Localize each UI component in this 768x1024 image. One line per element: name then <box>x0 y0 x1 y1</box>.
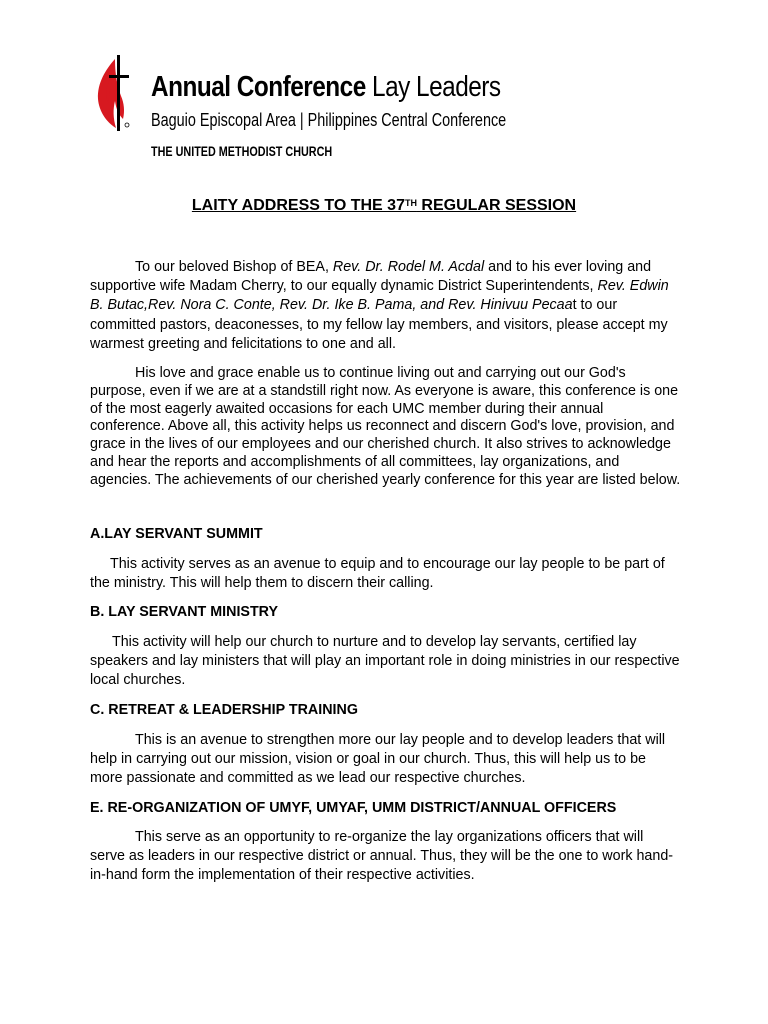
document-title <box>0 196 768 216</box>
title-superscript: TH <box>404 198 417 208</box>
cross-and-flame-icon <box>94 51 136 131</box>
section-heading: E. RE-ORGANIZATION OF UMYF, UMYAF, UMM DISTRICT/ANNUAL OFFICERS <box>90 800 617 816</box>
section-body-text: This serve as an opportunity to re-organize the lay organizations officers that will serve as leaders in our respective district or annual. Thus, they will be the one to work hand-in-hand form the implementation of their respective activities. <box>90 829 674 884</box>
section-body-text: This is an avenue to strengthen more our lay people and to develop leaders that will help in carrying out our mission, vision or goal in our church. Thus, this will help us to be more passionate and committed as we lead our respective churches. <box>90 732 666 787</box>
section-body <box>90 633 682 691</box>
church-name: THE UNITED METHODIST CHURCH <box>151 144 333 159</box>
section-body-text: This activity serves as an avenue to equip and to encourage our lay people to be part of the ministry. This will help them to discern their calling. <box>90 556 665 592</box>
section-body-text: This activity will help our church to nurture and to develop lay servants, certified lay speakers and lay ministers that will play an important role in doing ministries in our respective local churches. <box>90 634 680 689</box>
greeting-paragraph <box>90 258 682 354</box>
title-end: REGULAR SESSION <box>416 197 577 214</box>
greeting-text-3: t to our committed pastors, deaconesses, to my fellow lay members, and visitors, please accept my warmest greeting and felicitations to one and all. <box>90 297 668 352</box>
bishop-name: Rev. Dr. Rodel M. Acdal <box>332 259 485 275</box>
intro-text: His love and grace enable us to continue living out and carrying out our God's purpose, even if we are at a standstill right now. As everyone is aware, this conference is one of the most eagerly awaited occasions for each UMC member during their annual conference. Above all, this activity helps us reconnect and discern God's love, provision, and grace in the lives of our employees and our cherished church. It also strives to acknowledge and hear the reports and accomplishments of all committees, lay organizations, and agencies. The achievements of our cherished yearly conference for this year are listed below. <box>90 365 681 488</box>
section-body <box>90 828 682 886</box>
section-heading: A.LAY SERVANT SUMMIT <box>90 526 263 542</box>
letterhead-subtitle: Baguio Episcopal Area | Philippines Central Conference <box>151 110 507 130</box>
section-body <box>90 555 682 593</box>
greeting-text-2: and to his ever loving and supportive wife Madam Cherry, to our equally dynamic District Superintendents, <box>90 259 652 295</box>
letterhead-title-bold: Annual Conference <box>151 71 366 103</box>
letterhead-title-rest: Lay Leaders <box>365 71 501 103</box>
letterhead-title <box>151 70 501 104</box>
section-body <box>90 731 682 789</box>
section-heading: C. RETREAT & LEADERSHIP TRAINING <box>90 702 358 718</box>
greeting-text-1: To our beloved Bishop of BEA, <box>135 259 333 275</box>
title-main: LAITY ADDRESS TO THE 37 <box>191 197 405 214</box>
intro-paragraph <box>90 365 682 490</box>
superintendents-names: Rev. Edwin B. Butac,Rev. Nora C. Conte, Rev. Dr. Ike B. Pama, and Rev. Hinivuu Pecaa <box>90 278 669 314</box>
section-heading: B. LAY SERVANT MINISTRY <box>90 604 279 620</box>
